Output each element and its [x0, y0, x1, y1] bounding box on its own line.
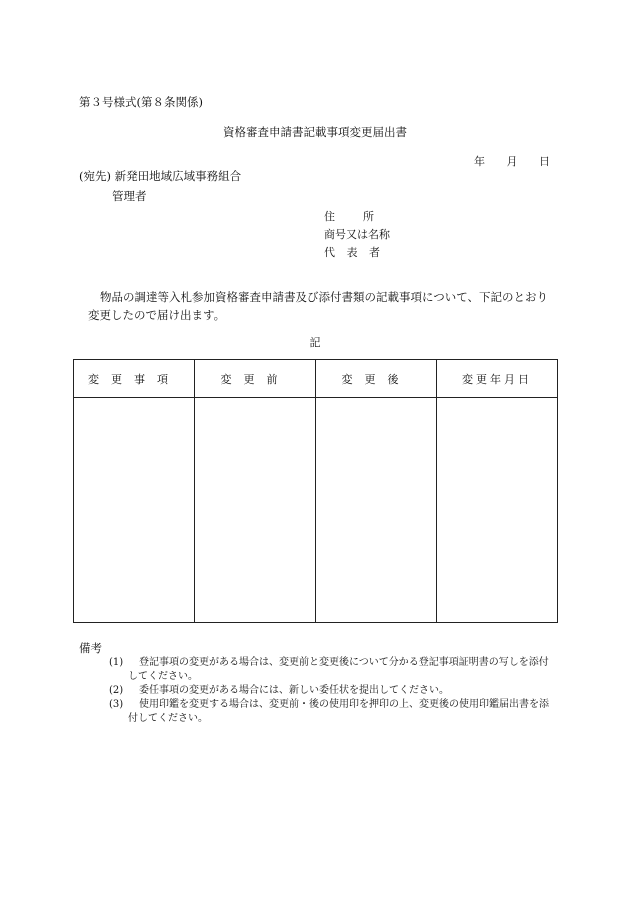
change-table — [73, 359, 558, 623]
remark-number: (2) — [109, 685, 124, 696]
header-after-change: 変更後 — [316, 360, 437, 398]
remarks-title: 備考 — [79, 641, 102, 655]
addressee: (宛先) 新発田地域広域事務組合 — [79, 169, 242, 183]
header-change-item: 変更事項 — [74, 360, 195, 398]
sender-company-label: 商号又は名称 — [324, 228, 390, 241]
remark-text: 登記事項の変更がある場合は、変更前と変更後について分かる登記事項証明書の写しを添付してください。 — [128, 657, 549, 682]
remark-number: (1) — [109, 657, 124, 668]
form-number: 第３号様式(第８条関係) — [79, 95, 203, 109]
remark-number: (3) — [109, 699, 124, 710]
after-change-cell[interactable] — [316, 398, 437, 623]
addressee-role: 管理者 — [112, 189, 147, 203]
date-line: 年 月 日 — [474, 155, 550, 168]
remark-text: 使用印鑑を変更する場合は、変更前・後の使用印を押印の上、変更後の使用印鑑届出書を添付してください。 — [128, 699, 549, 724]
table-header-row — [74, 360, 558, 398]
ki-label: 記 — [309, 336, 321, 349]
change-date-cell[interactable] — [437, 398, 558, 623]
before-change-cell[interactable] — [195, 398, 316, 623]
sender-representative-label: 代表者 — [324, 246, 392, 259]
table-row — [74, 398, 558, 623]
change-item-cell[interactable] — [74, 398, 195, 623]
header-before-change: 変更前 — [195, 360, 316, 398]
sender-address-label: 住所 — [324, 210, 402, 223]
body-text: 物品の調達等入札参加資格審査申請書及び添付書類の記載事項について、下記のとおり変更したので届け出ます。 — [88, 290, 549, 322]
remark-text: 委任事項の変更がある場合には、新しい委任状を提出してください。 — [139, 685, 449, 696]
document-title: 資格審査申請書記載事項変更届出書 — [223, 125, 407, 139]
header-change-date: 変更年月日 — [437, 360, 558, 398]
